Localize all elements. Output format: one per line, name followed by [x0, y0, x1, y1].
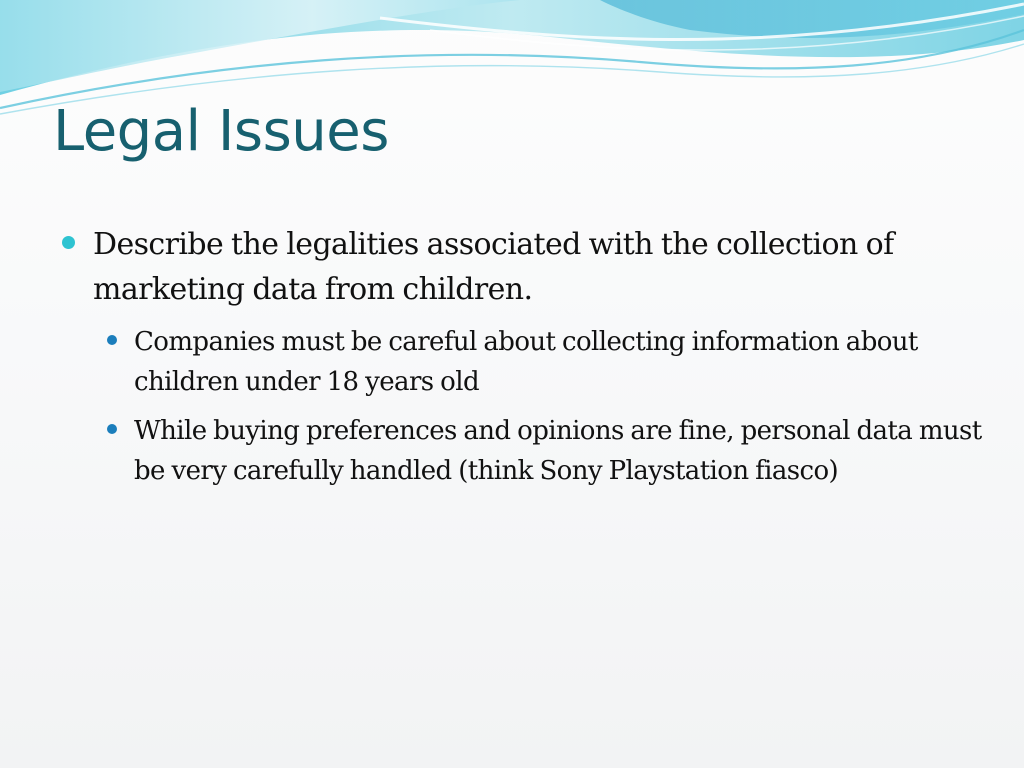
slide-body	[62, 222, 982, 500]
slide-title: Legal Issues	[53, 99, 389, 164]
sub-bullet-item	[103, 411, 982, 491]
sub-bullet-dot-icon	[107, 335, 117, 345]
sub-bullet-text: Companies must be careful about collecting information about children under 18 years old	[134, 327, 918, 397]
bullet-text: Describe the legalities associated with the collection of marketing data from children.	[93, 227, 894, 307]
sub-bullet-text: While buying preferences and opinions are fine, personal data must be very carefully handled (think Sony Playstation fiasco)	[134, 416, 982, 486]
sub-bullet-item	[103, 322, 982, 402]
bullet-dot-icon	[62, 236, 75, 249]
bullet-item	[62, 222, 982, 312]
sub-bullet-dot-icon	[107, 424, 117, 434]
